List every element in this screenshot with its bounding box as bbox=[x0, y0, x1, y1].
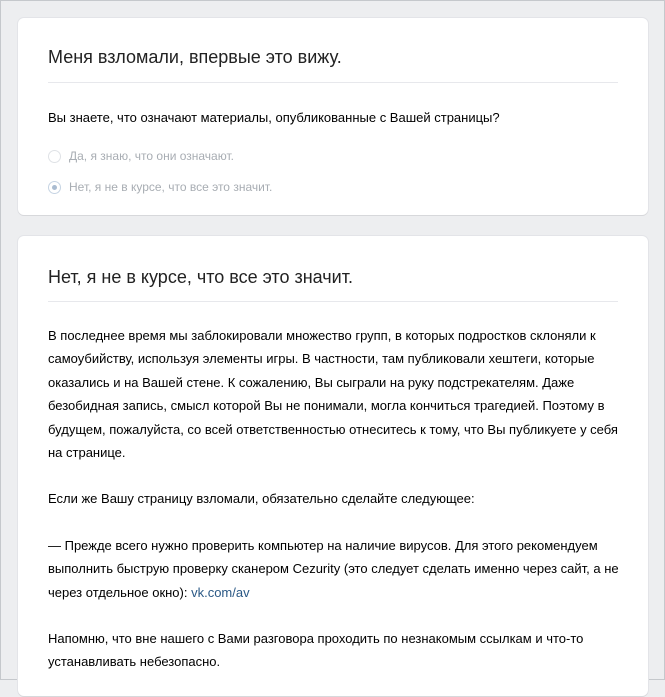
option-label: Да, я знаю, что они означают. bbox=[69, 149, 234, 163]
answer-card bbox=[18, 236, 648, 696]
paragraph: В последнее время мы заблокировали множество групп, в которых подростков склоняли к самоубийству, используя элементы игры. В частности, там публиковали хештеги, которые оказались и на Вашей стене. К сожалению, Вы сыграли на руку подстрекателям. Даже безобидная запись, смысл которой Вы не понимали, могла кончиться трагедией. Поэтому в будущем, пожалуйста, со всей ответственностью отнеситесь к тому, что Вы публикуете у себя на странице. bbox=[48, 328, 618, 461]
paragraph bbox=[48, 534, 623, 604]
paragraph-text: — Прежде всего нужно проверить компьютер на наличие вирусов. Для этого рекомендуем выполнить быструю проверку сканером Cezurity (это следует сделать именно через сайт, а не через отдельное окно): bbox=[48, 537, 619, 600]
divider bbox=[48, 301, 618, 302]
antivirus-link[interactable]: vk.com/av bbox=[191, 584, 250, 600]
divider bbox=[48, 82, 618, 83]
card-title: Меня взломали, впервые это вижу. bbox=[48, 47, 342, 67]
option-no[interactable] bbox=[48, 180, 272, 194]
radio-unchecked-icon[interactable] bbox=[48, 150, 61, 163]
paragraph: Если же Вашу страницу взломали, обязательно сделайте следующее: bbox=[48, 491, 475, 507]
radio-checked-icon[interactable] bbox=[48, 181, 61, 194]
answer-body bbox=[48, 324, 623, 697]
card-title: Нет, я не в курсе, что все это значит. bbox=[48, 267, 353, 287]
option-label: Нет, я не в курсе, что все это значит. bbox=[69, 180, 273, 194]
hack-question-card bbox=[18, 18, 648, 215]
paragraph: Напомню, что вне нашего с Вами разговора проходить по незнакомым ссылкам и что-то устанавливать небезопасно. bbox=[48, 631, 584, 670]
question-text: Вы знаете, что означают материалы, опубликованные с Вашей страницы? bbox=[48, 110, 500, 125]
option-yes[interactable] bbox=[48, 149, 234, 163]
